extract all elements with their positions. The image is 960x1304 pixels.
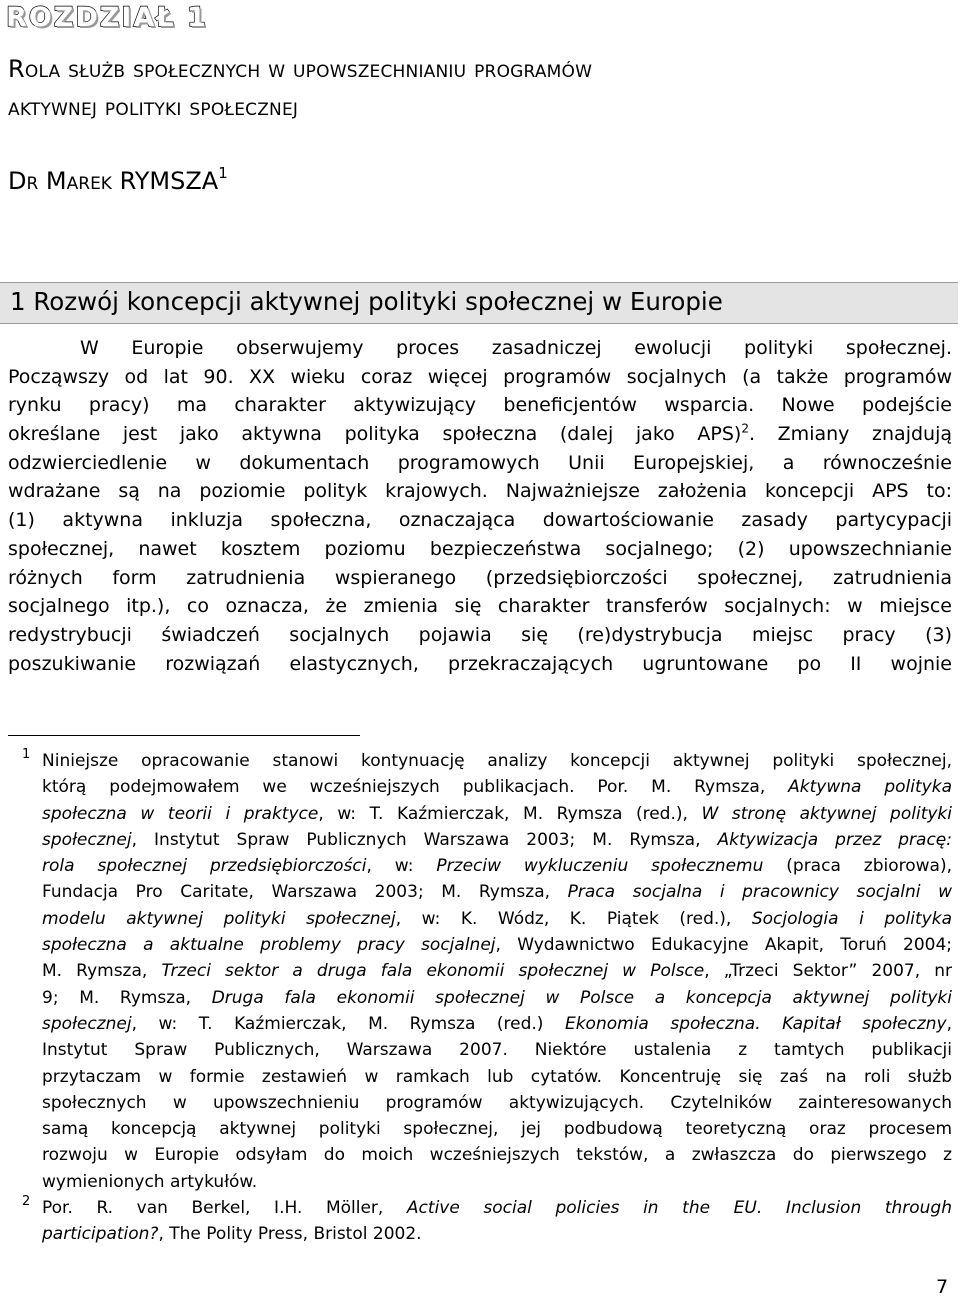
footnote-number: 1 — [22, 747, 31, 762]
body-line-with-footnote: określane jest jako aktywna polityka społeczna (dalej jako APS)$^2$. Zmiany znajdują — [8, 421, 952, 446]
body-line: wdrażane są na poziomie polityk krajowych. Najważniejsze założenia koncepcji APS to: — [8, 480, 952, 503]
body-line: różnych form zatrudnienia wspieranego (przedsiębiorczości społecznej, zatrudnienia — [8, 566, 952, 589]
author-name: Dr Marek RYMSZA — [8, 167, 219, 195]
chapter-title-line-2: aktywnej polityki społecznej — [8, 93, 299, 121]
body-line: socjalnego itp.), co oznacza, że zmienia się charakter transferów socjalnych: w miejsce — [8, 595, 952, 618]
body-line: odzwierciedlenie w dokumentach programowych Unii Europejskiej, a równocześnie — [8, 451, 952, 474]
page-number: 7 — [936, 1276, 949, 1298]
body-line: rynku pracy) ma charakter aktywizujący beneficjentów wsparcia. Nowe podejście — [8, 394, 952, 417]
body-line: W Europie obserwujemy proces zasadniczej ewolucji polityki społecznej. — [80, 337, 952, 359]
body-line: społecznej, nawet kosztem poziomu bezpieczeństwa socjalnego; (2) upowszechnianie — [8, 537, 952, 560]
footnote-separator — [8, 735, 360, 736]
author-footnote-ref[interactable]: 1 — [218, 164, 228, 182]
body-line: poszukiwanie rozwiązań elastycznych, przekraczających ugruntowane po II wojnie — [8, 652, 952, 675]
footnote-1: 1 Niniejsze opracowanie stanowi kontynuację analizy koncepcji aktywnej polityki społecznej, którą podejmowałem we wcześniejszych publikacjach. Por. M. Rymsza, Aktywna polityka społeczna w teorii i praktyce, w: T. Kaźmierczak, M. Rymsza (red.), W stronę aktywnej polityki społecznej, Instytut Spraw Publicznych Warszawa 2003; M. Rymsza, Aktywizacja przez pracę: rola społecznej przedsiębiorczości, w: Przeciw wykluczeniu społecznemu (praca zbiorowa), Fundacja Pro Caritate, Warszawa 2003; M. Rymsza, Praca socjalna i pracownicy socjalni w modelu aktywnej polityki społecznej, w: K. Wódz, K. Piątek (red.), Socjologia i polityka społeczna a aktualne problemy pracy socjalnej, Wydawnictwo Edukacyjne Akapit, Toruń 2004; M. Rymsza, Trzeci sektor a druga fala ekonomii społecznej w Polsce, „Trzeci Sektor” 2007, nr 9; M. Rymsza, Druga fala ekonomii społecznej w Polsce a koncepcja aktywnej polityki społecznej, w: T. Kaźmierczak, M. Rymsza (red.) Ekonomia społeczna. Kapitał społeczny, Instytut Spraw Publicznych, Warszawa 2007. Niektóre ustalenia z tamtych publikacji przytaczam w formie zestawień w ramkach lub cytatów. Koncentruję się zaś na roli służb społecznych w upowszechnieniu programów aktywizujących. Czytelników zainteresowanych samą koncepcją aktywnej polityki społecznej, jej podbudową teoretyczną oraz procesem rozwoju w Europie odsyłam do moich wcześniejszych tekstów, a zwłaszcza do pierwszego z wymienionych artykułów. — [8, 748, 952, 1195]
chapter-label: ROZDZIAŁ 1 — [6, 2, 208, 33]
body-paragraph — [8, 334, 952, 678]
footnote-ref-2[interactable]: 2 — [741, 421, 749, 436]
section-heading: 1 Rozwój koncepcji aktywnej polityki społecznej w Europie — [10, 287, 723, 316]
body-line: (1) aktywna inkluzja społeczna, oznaczająca dowartościowanie zasady partycypacji — [8, 509, 952, 532]
chapter-title — [8, 50, 948, 126]
body-line: redystrybucji świadczeń socjalnych pojawia się (re)dystrybucja miejsc pracy (3) — [8, 623, 952, 646]
footnote-number: 2 — [22, 1194, 31, 1210]
author-line — [8, 166, 228, 195]
chapter-title-line-1: Rola służb społecznych w upowszechnianiu programów — [8, 55, 593, 83]
footnotes — [8, 748, 952, 1248]
footnote-2: 2 Por. R. van Berkel, I.H. Möller, Active social policies in the EU. Inclusion through participation?, The Polity Press, Bristol 2002. — [8, 1195, 952, 1248]
body-line: Począwszy od lat 90. XX wieku coraz więcej programów socjalnych (a także programów — [8, 365, 952, 388]
